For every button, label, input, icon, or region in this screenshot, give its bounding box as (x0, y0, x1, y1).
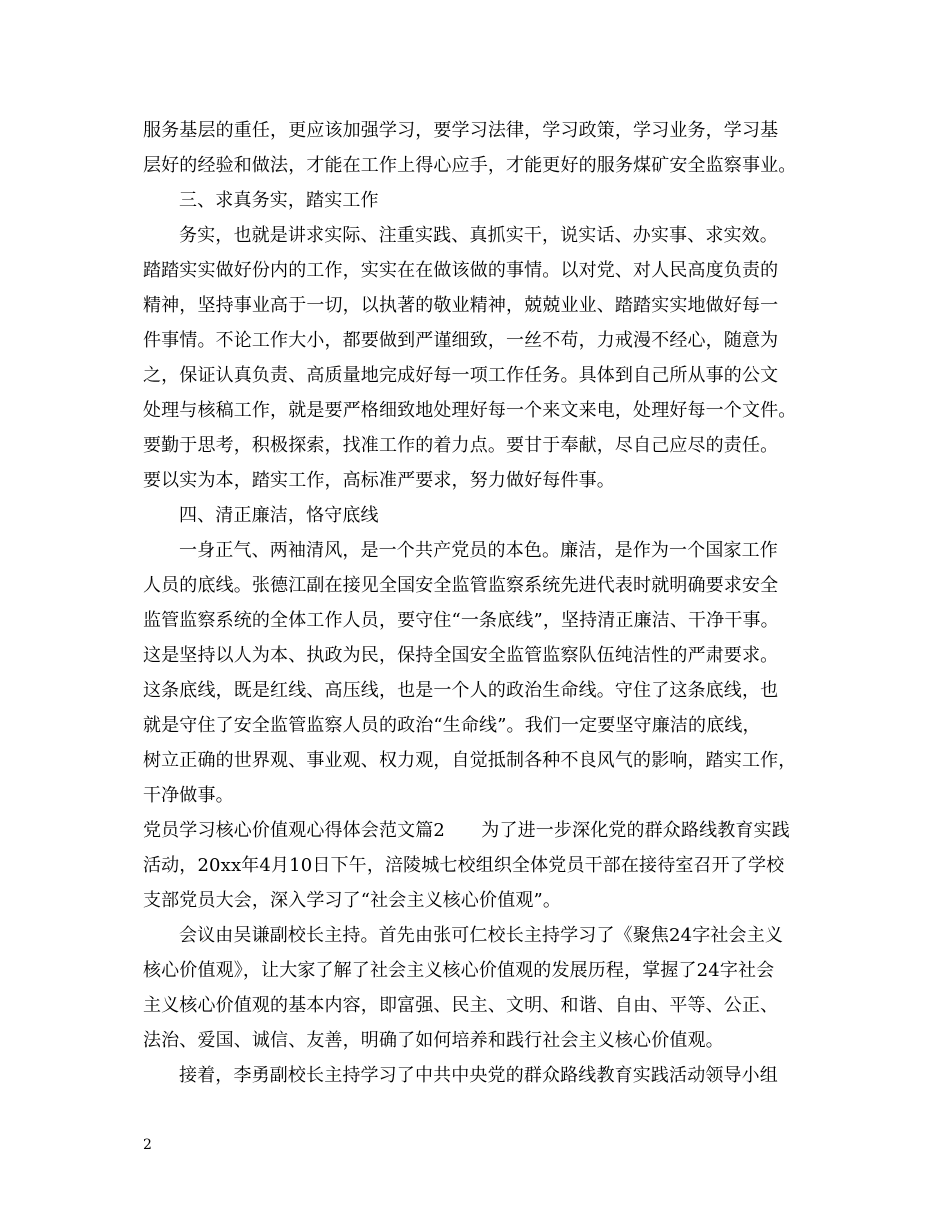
text-line: 就是守住了安全监管监察人员的政治“生命线”。我们一定要坚守廉洁的底线， (143, 715, 761, 736)
text-line: 支部党员大会，深入学习了“社会主义核心价值观”。 (143, 890, 562, 911)
text-line: 会议由吴谦副校长主持。首先由张可仁校长主持学习了《聚焦24字社会主义 (179, 925, 784, 946)
text-line: 人员的底线。张德江副在接见全国安全监管监察系统先进代表时就明确要求安全 (143, 575, 779, 596)
text-line: 干净做事。 (143, 785, 234, 806)
text-line: 这条底线，既是红线、高压线，也是一个人的政治生命线。守住了这条底线，也 (143, 680, 779, 701)
text-line: 核心价值观》，让大家了解了社会主义核心价值观的发展历程，掌握了24字社会 (143, 960, 775, 981)
text-line: 法治、爱国、诚信、友善，明确了如何培养和践行社会主义核心价值观。 (143, 1030, 724, 1051)
section-heading: 四、清正廉洁，恪守底线 (179, 505, 379, 526)
text-line: 层好的经验和做法，才能在工作上得心应手，才能更好的服务煤矿安全监察事业。 (143, 155, 797, 176)
text-line: 一身正气、两袖清风，是一个共产党员的本色。廉洁，是作为一个国家工作 (179, 540, 778, 561)
text-line: 务实，也就是讲求实际、注重实践、真抓实干，说实话、办实事、求实效。 (179, 225, 778, 246)
text-line: 服务基层的重任，更应该加强学习，要学习法律，学习政策，学习业务，学习基 (143, 120, 779, 141)
text-line: 之，保证认真负责、高质量地完成好每一项工作任务。具体到自己所从事的公文 (143, 365, 779, 386)
text-line: 接着，李勇副校长主持学习了中共中央党的群众路线教育实践活动领导小组 (179, 1065, 778, 1086)
section-heading: 三、求真务实，踏实工作 (179, 190, 379, 211)
text-line: 踏踏实实做好份内的工作，实实在在做该做的事情。以对党、对人民高度负责的 (143, 260, 779, 281)
text-line: 要以实为本，踏实工作，高标准严要求，努力做好每件事。 (143, 470, 615, 491)
text-line: 活动，20xx年4月10日下午，涪陵城七校组织全体党员干部在接待室召开了学校 (143, 855, 785, 876)
article-title-line: 党员学习核心价值观心得体会范文篇2 为了进一步深化党的群众路线教育实践 (143, 820, 790, 841)
text-line: 树立正确的世界观、事业观、权力观，自觉抵制各种不良风气的影响，踏实工作， (143, 750, 797, 771)
text-line: 主义核心价值观的基本内容，即富强、民主、文明、和谐、自由、平等、公正、 (143, 995, 779, 1016)
text-line: 这是坚持以人为本、执政为民，保持全国安全监管监察队伍纯洁性的严肃要求。 (143, 645, 779, 666)
text-line: 精神，坚持事业高于一切，以执著的敬业精神，兢兢业业、踏踏实实地做好每一 (143, 295, 779, 316)
page-number: 2 (143, 1137, 152, 1153)
text-line: 要勤于思考，积极探索，找准工作的着力点。要甘于奉献，尽自己应尽的责任。 (143, 435, 779, 456)
text-line: 件事情。不论工作大小，都要做到严谨细致，一丝不苟，力戒漫不经心，随意为 (143, 330, 779, 351)
text-line: 监管监察系统的全体工作人员，要守住“一条底线”，坚持清正廉洁、干净干事。 (143, 610, 779, 631)
text-line: 处理与核稿工作，就是要严格细致地处理好每一个来文来电，处理好每一个文件。 (143, 400, 797, 421)
